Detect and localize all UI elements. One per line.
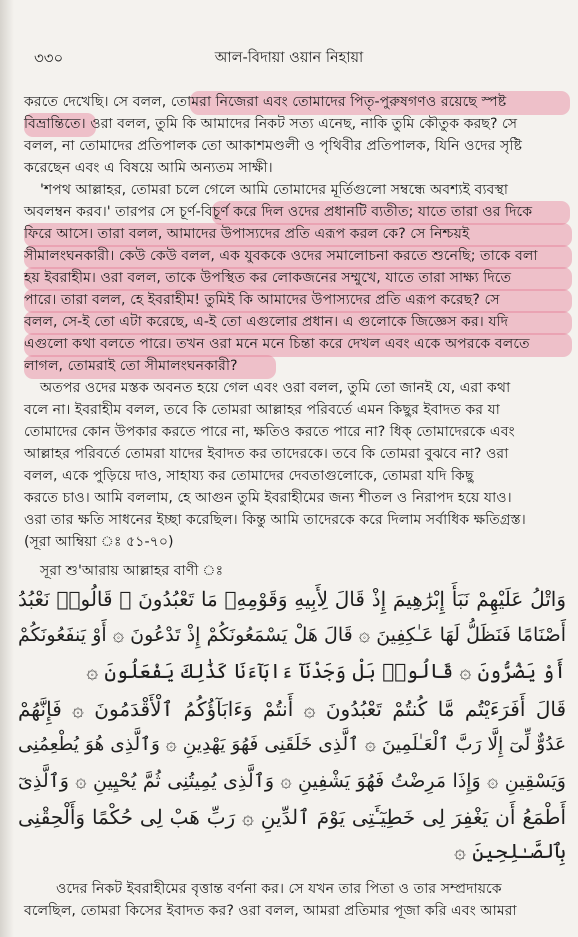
arabic-verse-line: عَدُوٌّ لِّىٓ إِلَّا رَبَّ ٱلْعَـٰلَمِينَ ۞ ٱلَّذِى خَلَقَنِى فَهُوَ يَهْدِينِ ۞ وَٱلَّذِى هُوَ يُطْعِمُنِى <box>18 734 566 755</box>
page-gutter-shadow <box>0 0 14 937</box>
surah-reference: (সূরা আম্বিয়া ঃ ৫১-৭০) <box>24 534 174 550</box>
text-line: সীমালংঘনকারী। কেউ কেউ বলল, এক যুবককে ওদের সমালোচনা করতে শুনেছি; তাকে বলা <box>24 248 538 264</box>
section-intro: সূরা শু'আরায় আল্লাহর বাণী ঃ <box>40 563 224 579</box>
text-line: এগুলো কথা বলতে পারে। তখন ওরা মনে মনে চিন্তা করে দেখল এবং একে অপরকে বলতে <box>24 336 530 352</box>
text-line: ওদের নিকট ইবরাহীমের বৃত্তান্ত বর্ণনা কর। সে যখন তার পিতা ও তার সম্প্রদায়কে <box>56 881 502 897</box>
text-line: অতপর ওদের মস্তক অবনত হয়ে গেল এবং ওরা বলল, তুমি তো জানই যে, এরা কথা <box>40 380 511 396</box>
arabic-verse-line: بِٱلصَّـٰلِحِينَ ۞ <box>454 839 566 863</box>
text-line: ফিরে আসে। তারা বলল, আমাদের উপাস্যদের প্রতি এরূপ করল কে? সে নিশ্চয়ই <box>24 226 470 242</box>
text-line: করেছেন এবং এ বিষয়ে আমি অন্যতম সাক্ষী। <box>24 160 273 176</box>
text-line: বলে না। ইবরাহীম বলল, তবে কি তোমরা আল্লাহর পরিবর্তে এমন কিছুর ইবাদত কর যা <box>24 402 500 418</box>
arabic-verse-line: أَوْ يَضُرُّونَ ۞ قَالُوا۟ بَلْ وَجَدْنَآ ءَابَآءَنَا كَذَٰلِكَ يَفْعَلُونَ ۞ <box>86 659 566 683</box>
text-line: পারে। তারা বলল, হে ইবরাহীম! তুমিই কি আমাদের উপাস্যদের প্রতি এরূপ করেছ? সে <box>24 292 500 308</box>
text-line: লাগল, তোমরাই তো সীমালংঘনকারী? <box>24 358 238 374</box>
page-number: ৩৩০ <box>34 49 64 67</box>
text-line: তোমাদের কোন উপকার করতে পারে না, ক্ষতিও করতে পারে না? ধিক্ তোমাদেরকে এবং <box>24 424 515 440</box>
text-line: বিভ্রান্তিতে। ওরা বলল, তুমি কি আমাদের নিকট সত্য এনেছ, নাকি তুমি কৌতুক করছ? সে <box>24 116 518 132</box>
arabic-verse-line: وَاتْلُ عَلَيْهِمْ نَبَأَ إِبْرَٰهِيمَ إِذْ قَالَ لِأَبِيهِ وَقَوْمِهِۦ مَا تَعْبُدُونَ ۞ قَالُوا۟ نَعْبُدُ <box>18 587 566 611</box>
text-line: করতে চাও। আমি বললাম, হে আগুন তুমি ইবরাহীমের জন্য শীতল ও নিরাপদ হয়ে যাও। <box>24 490 512 506</box>
text-line: করতে দেখেছি। সে বলল, তোমরা নিজেরা এবং তোমাদের পিতৃ-পুরুষগণও রয়েছে স্পষ্ট <box>24 94 507 110</box>
page-header <box>0 47 578 67</box>
text-line: বলল, সে-ই তো এটা করেছে, এ-ই তো এগুলোর প্রধান। এ গুলোকে জিজ্ঞেস কর। যদি <box>24 314 509 330</box>
text-line: ওরা তার ক্ষতি সাধনের ইচ্ছা করেছিল। কিন্তু আমি তাদেরকে করে দিলাম সর্বাধিক ক্ষতিগ্রস্ত। <box>24 512 526 528</box>
text-line: অবলম্বন করব।' তারপর সে চূর্ণ-বিচূর্ণ করে দিল ওদের প্রধানটি ব্যতীত; যাতে তারা ওর দিকে <box>24 204 533 220</box>
text-line: আল্লাহর পরিবর্তে তোমরা যাদের ইবাদত কর তাদেরকে। তবে কি তোমরা বুঝবে না? ওরা <box>24 446 509 462</box>
arabic-verse-line: أَصْنَامًا فَنَظَلُّ لَهَا عَـٰكِفِينَ ۞ قَالَ هَلْ يَسْمَعُونَكُمْ إِذْ تَدْعُونَ ۞ أَوْ يَنفَعُونَكُمْ <box>18 624 566 646</box>
text-line: 'শপথ আল্লাহর, তোমরা চলে গেলে আমি তোমাদের মূর্তিগুলো সম্বন্ধে অবশ্যই ব্যবস্থা <box>40 182 508 198</box>
arabic-verse-line: أَطْمَعُ أَن يَغْفِرَ لِى خَطِيٓـَٔتِى يَوْمَ ٱلدِّينِ ۞ رَبِّ هَبْ لِى حُكْمًا وَأَلْحِقْنِى <box>18 805 566 829</box>
arabic-verse-line: قَالَ أَفَرَءَيْتُم مَّا كُنتُمْ تَعْبُدُونَ ۞ أَنتُمْ وَءَابَآؤُكُمُ ٱلْأَقْدَمُونَ ۞ فَإِنَّهُمْ <box>18 697 566 721</box>
text-line: হয় ইবরাহীম। ওরা বলল, তাকে উপস্থিত কর লোকজনের সম্মুখে, যাতে তারা সাক্ষ্য দিতে <box>24 270 512 286</box>
text-line: বলল, না তোমাদের প্রতিপালক তো আকাশমণ্ডলী ও পৃথিবীর প্রতিপালক, যিনি ওদের সৃষ্টি <box>24 138 522 154</box>
text-line: বলল, একে পুড়িয়ে দাও, সাহায্য কর তোমাদের দেবতাগুলোকে, তোমরা যদি কিছু <box>24 468 474 484</box>
running-title: আল-বিদায়া ওয়ান নিহায়া <box>214 50 364 66</box>
arabic-verse-line: وَيَسْقِينِ ۞ وَإِذَا مَرِضْتُ فَهُوَ يَشْفِينِ ۞ وَٱلَّذِى يُمِيتُنِى ثُمَّ يُحْيِينِ ۞ وَٱلَّذِىٓ <box>18 770 566 792</box>
text-line: বলেছিল, তোমরা কিসের ইবাদত কর? ওরা বলল, আমরা প্রতিমার পূজা করি এবং আমরা <box>24 903 517 919</box>
